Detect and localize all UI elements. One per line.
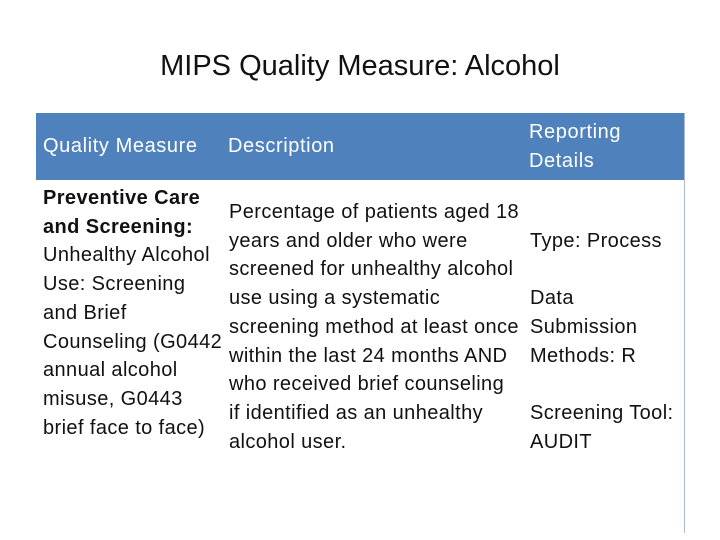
table-header (36, 113, 684, 180)
spacer (530, 371, 682, 400)
header-description: Description (228, 135, 335, 157)
measure-detail: Unhealthy Alcohol Use: Screening and Brief Counseling (G0442 annual alcohol misuse, G0443 brief face to face) (43, 244, 223, 439)
reporting-type: Type: Process (530, 230, 662, 252)
table-row (36, 180, 684, 533)
measure-name: Preventive Care and Screening: (43, 187, 201, 238)
reporting-tool: Screening Tool: AUDIT (530, 402, 674, 453)
header-reporting-details: Reporting Details (529, 120, 622, 172)
measure-table (36, 113, 685, 533)
reporting-submission: Data Submission Methods: R (530, 287, 638, 367)
quality-measure-cell (43, 184, 223, 442)
description-cell: Percentage of patients aged 18 years and older who were screened for unhealthy alcohol use using a systematic screening method at least once within the last 24 months AND who received brief counseling if identified as an unhealthy alcohol user. (229, 201, 519, 453)
reporting-details-cell (530, 227, 682, 457)
spacer (530, 256, 682, 285)
slide-title: MIPS Quality Measure: Alcohol (160, 50, 560, 82)
header-quality-measure: Quality Measure (43, 135, 198, 157)
